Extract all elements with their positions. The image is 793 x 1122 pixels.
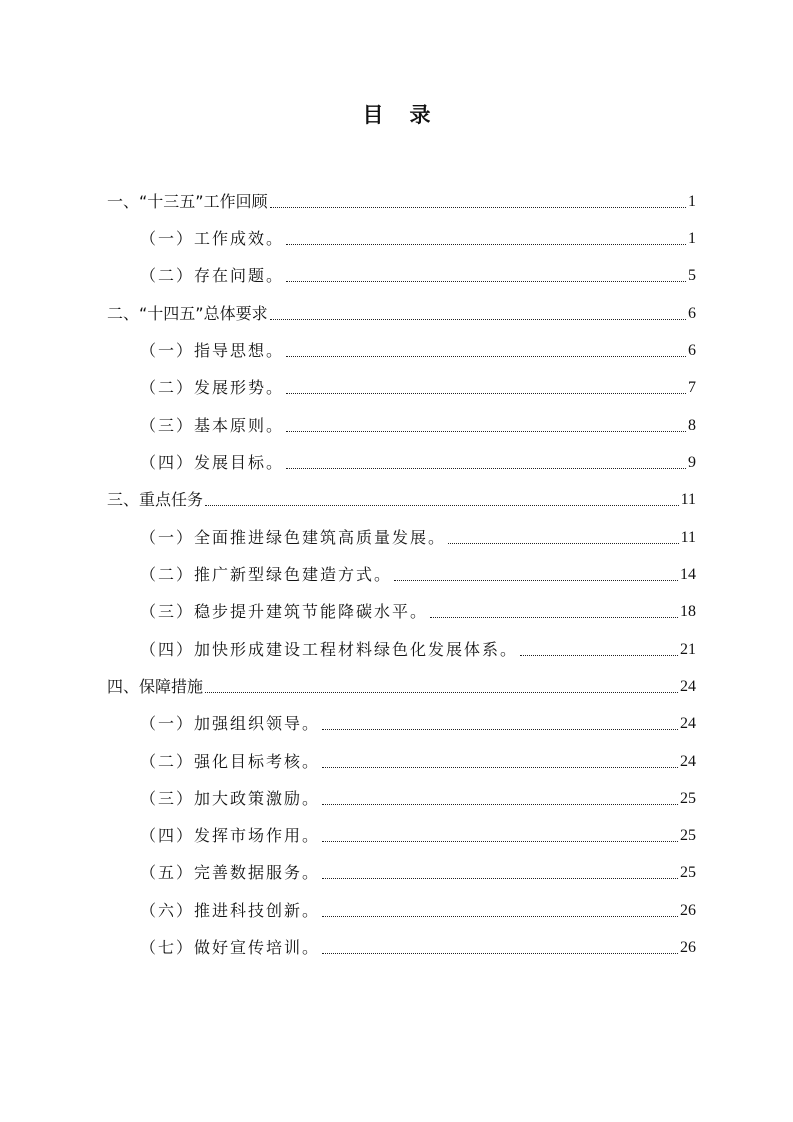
- page-title: 目录: [362, 103, 457, 127]
- toc-entry-label: （一）工作成效。: [140, 229, 285, 248]
- dot-leader: [286, 244, 686, 245]
- dot-leader: [286, 393, 686, 394]
- toc-entry-page: 1: [688, 230, 696, 247]
- dot-leader: [322, 729, 678, 730]
- toc-entry-page: 6: [688, 342, 696, 359]
- toc-entry-page: 14: [680, 566, 696, 583]
- toc-entry[interactable]: [140, 819, 696, 849]
- toc-entry[interactable]: [140, 595, 696, 625]
- toc-entry-label: （四）发挥市场作用。: [140, 826, 321, 845]
- toc-entry[interactable]: [140, 633, 696, 663]
- toc-entry[interactable]: [140, 856, 696, 886]
- toc-entry-page: 25: [680, 864, 696, 881]
- toc-entry[interactable]: [140, 334, 696, 364]
- toc-entry-page: 25: [680, 827, 696, 844]
- toc-entry-label: （二）推广新型绿色建造方式。: [140, 565, 393, 584]
- toc-entry-label: （一）加强组织领导。: [140, 714, 321, 733]
- toc-entry-label: （七）做好宣传培训。: [140, 938, 321, 957]
- dot-leader: [270, 207, 686, 208]
- toc-entry[interactable]: [107, 185, 696, 215]
- toc-entry[interactable]: [140, 222, 696, 252]
- toc-entry[interactable]: [140, 521, 696, 551]
- toc-entry[interactable]: [140, 782, 696, 812]
- toc-entry[interactable]: [140, 558, 696, 588]
- toc-entry-label: （二）存在问题。: [140, 266, 285, 285]
- toc-entry-label: （一）指导思想。: [140, 341, 285, 360]
- toc-entry-page: 24: [680, 753, 696, 770]
- dot-leader: [270, 319, 686, 320]
- toc-entry-page: 24: [680, 678, 696, 695]
- toc-entry[interactable]: [140, 894, 696, 924]
- toc-entry-page: 21: [680, 641, 696, 658]
- toc-entry[interactable]: [140, 745, 696, 775]
- toc-entry-label: （五）完善数据服务。: [140, 863, 321, 882]
- toc-entry-page: 5: [688, 267, 696, 284]
- toc-entry-label: （二）强化目标考核。: [140, 752, 321, 771]
- toc-entry-page: 7: [688, 379, 696, 396]
- dot-leader: [322, 916, 678, 917]
- dot-leader: [520, 655, 678, 656]
- dot-leader: [205, 692, 678, 693]
- toc-entry-label: （三）加大政策激励。: [140, 789, 321, 808]
- toc-entry-page: 18: [680, 603, 696, 620]
- toc-entry-label: （二）发展形势。: [140, 378, 285, 397]
- toc-entry[interactable]: [140, 707, 696, 737]
- toc-entry[interactable]: [140, 409, 696, 439]
- toc-entry-page: 25: [680, 790, 696, 807]
- toc-entry[interactable]: [140, 371, 696, 401]
- toc-entry-page: 1: [688, 193, 696, 210]
- dot-leader: [286, 356, 686, 357]
- toc-entry-label: 二、“十四五”总体要求: [107, 304, 268, 323]
- toc-entry-page: 9: [688, 454, 696, 471]
- toc-entry-page: 26: [680, 939, 696, 956]
- toc-entry[interactable]: [107, 483, 696, 513]
- dot-leader: [322, 953, 678, 954]
- toc-entry-label: （四）发展目标。: [140, 453, 285, 472]
- toc-entry-page: 6: [688, 305, 696, 322]
- toc-entry-label: （三）基本原则。: [140, 416, 285, 435]
- toc-entry-label: （四）加快形成建设工程材料绿色化发展体系。: [140, 640, 519, 659]
- dot-leader: [322, 841, 678, 842]
- toc-entry-page: 26: [680, 902, 696, 919]
- toc-entry-label: 一、“十三五”工作回顾: [107, 192, 268, 211]
- toc-entry[interactable]: [140, 931, 696, 961]
- toc-entry-label: （六）推进科技创新。: [140, 901, 321, 920]
- dot-leader: [322, 878, 678, 879]
- dot-leader: [322, 804, 678, 805]
- dot-leader: [286, 431, 686, 432]
- toc-entry[interactable]: [107, 297, 696, 327]
- toc-entry[interactable]: [107, 670, 696, 700]
- toc-entry-label: 四、保障措施: [107, 677, 204, 696]
- toc-entry-label: （三）稳步提升建筑节能降碳水平。: [140, 602, 429, 621]
- dot-leader: [448, 543, 679, 544]
- toc-entry-page: 11: [680, 491, 696, 508]
- dot-leader: [286, 281, 686, 282]
- toc-entry[interactable]: [140, 446, 696, 476]
- dot-leader: [286, 468, 686, 469]
- toc-entry[interactable]: [140, 259, 696, 289]
- dot-leader: [322, 767, 678, 768]
- toc-entry-page: 11: [680, 529, 696, 546]
- dot-leader: [394, 580, 678, 581]
- toc-entry-page: 8: [688, 417, 696, 434]
- toc-entry-label: 三、重点任务: [107, 490, 204, 509]
- dot-leader: [430, 617, 678, 618]
- dot-leader: [205, 505, 679, 506]
- toc-entry-label: （一）全面推进绿色建筑高质量发展。: [140, 528, 447, 547]
- toc-entry-page: 24: [680, 715, 696, 732]
